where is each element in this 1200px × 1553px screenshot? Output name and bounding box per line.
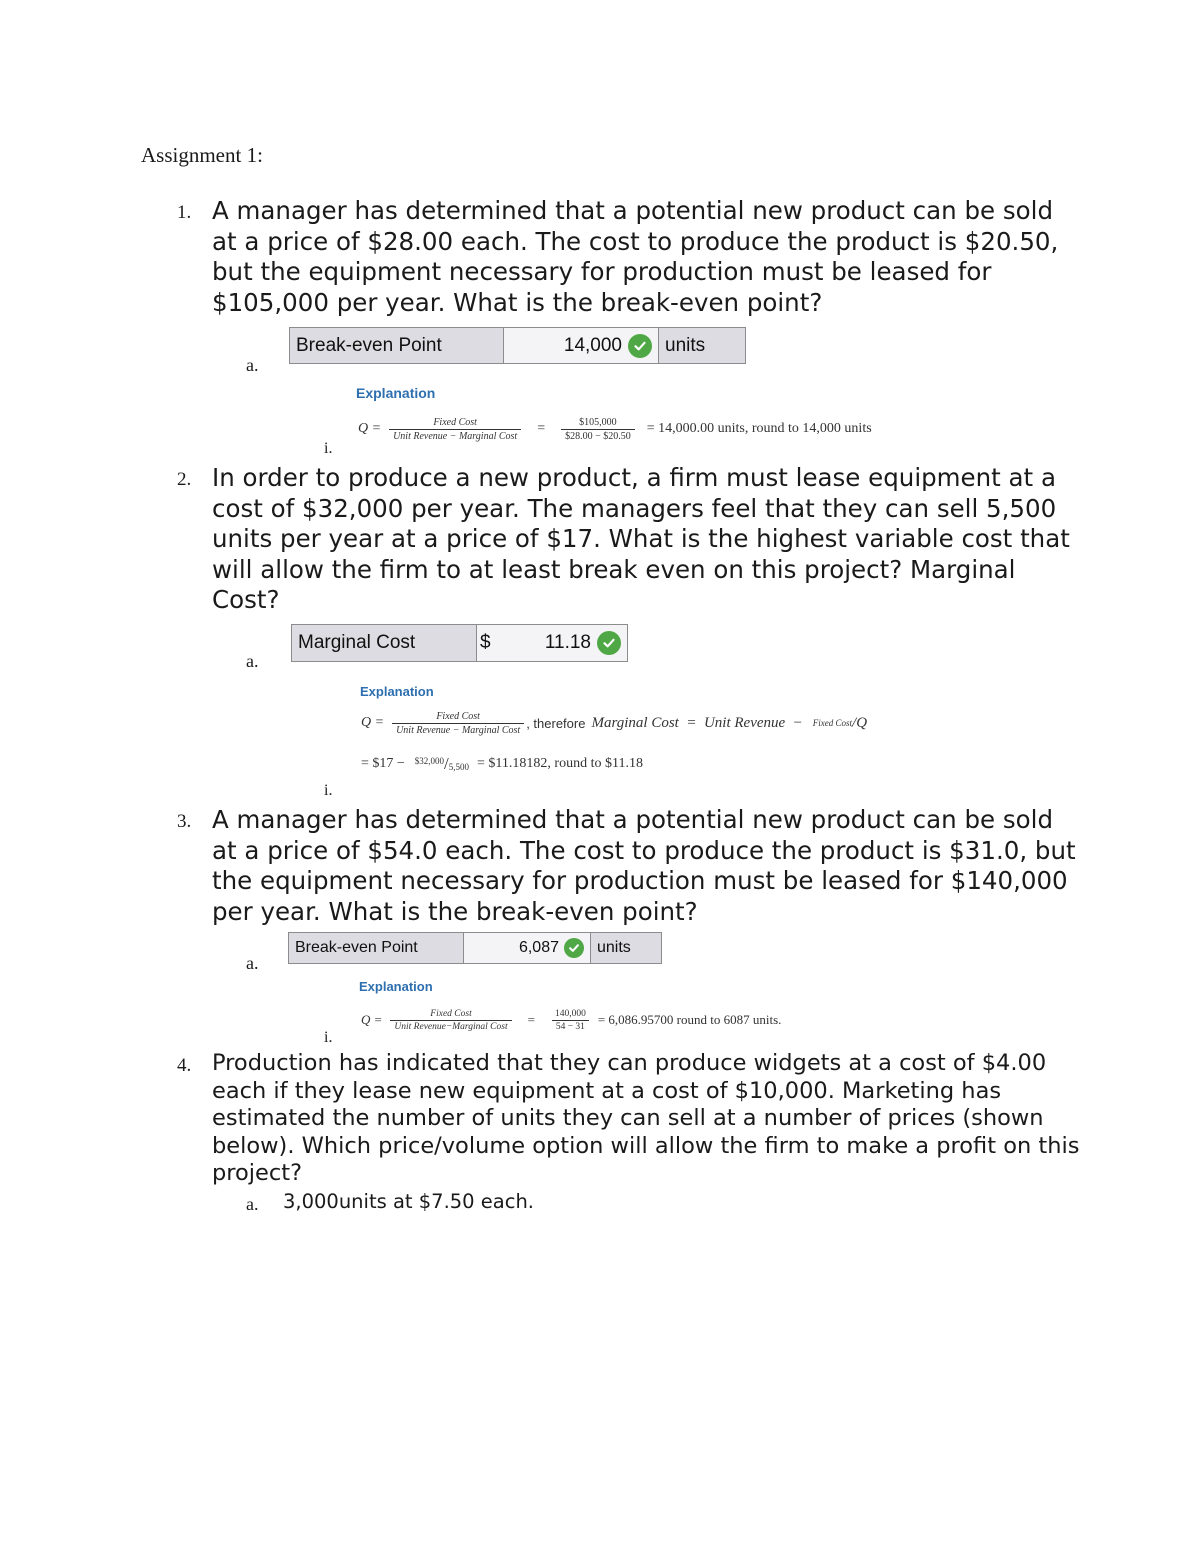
- question-number: 1.: [177, 202, 192, 223]
- explanation-heading: Explanation: [359, 979, 433, 994]
- answer-marker: a.: [246, 355, 259, 375]
- answer-marker: a.: [246, 953, 259, 973]
- question-text: A manager has determined that a potential new product can be sold at a price of $54.0 each. The cost to produce the product is $31.0, but the equipment necessary for production must be leased for $140,000 per year. What is the break-even point?: [212, 805, 1076, 926]
- check-circle-icon: [628, 334, 652, 358]
- formula-line2-slash: /: [444, 754, 449, 773]
- formula-equals: =: [527, 1012, 535, 1027]
- explanation-heading: Explanation: [360, 684, 434, 699]
- formula-fraction-values: [551, 1009, 590, 1032]
- answer-value: 14,000: [563, 334, 622, 356]
- fraction-numerator: Fixed Cost: [436, 710, 480, 722]
- formula-line2-numerator: $32,000: [414, 756, 445, 766]
- formula-result: = 14,000.00 units, round to 14,000 units: [646, 421, 872, 436]
- formula-fraction-values: [561, 417, 635, 442]
- formula-marginal-cost: Marginal Cost = Unit Revenue −: [591, 714, 803, 731]
- answer-label: Break-even Point: [289, 933, 464, 963]
- formula-line2-start: = $17 −: [361, 756, 405, 771]
- fraction-denominator: 54 − 31: [552, 1020, 589, 1032]
- document-title: Assignment 1:: [141, 143, 263, 167]
- answer-unit: units: [590, 933, 661, 963]
- question-text: A manager has determined that a potential new product can be sold at a price of $28.00 each. The cost to produce the product is $20.50, but the equipment necessary for production must be leased for $105,000 per year. What is the break-even point?: [212, 196, 1059, 317]
- formula-fraction: [389, 417, 521, 442]
- formula-line2-denominator: 5,500: [448, 762, 470, 772]
- explanation-heading: Explanation: [356, 385, 436, 401]
- formula-fraction: [390, 1009, 511, 1032]
- answer-box: [288, 932, 662, 964]
- formula-q: Q =: [361, 1012, 383, 1027]
- formula-equals: =: [537, 421, 546, 436]
- question-number: 4.: [177, 1055, 192, 1076]
- answer-unit: units: [658, 328, 745, 363]
- fraction-denominator: Unit Revenue − Marginal Cost: [389, 429, 521, 442]
- question-number: 2.: [177, 469, 192, 490]
- fraction-denominator: Unit Revenue−Marginal Cost: [390, 1020, 511, 1032]
- answer-label: Break-even Point: [290, 328, 504, 363]
- fraction-numerator: $105,000: [579, 416, 617, 428]
- fraction-numerator: Fixed Cost: [430, 1008, 472, 1019]
- fraction-numerator: Fixed Cost: [433, 416, 477, 428]
- option-marker: a.: [246, 1194, 259, 1214]
- question-text: Production has indicated that they can produce widgets at a cost of $4.00 each if they lease new equipment at a cost of $10,000. Marketing has estimated the number of units they can sell at a number of prices (shown below). Which price/volume option will allow the firm to make a profit on this project?: [212, 1050, 1080, 1186]
- answer-box: [291, 624, 628, 662]
- explanation-formula: [361, 707, 867, 739]
- answer-label: Marginal Cost: [292, 625, 477, 661]
- answer-value-cell: [464, 933, 590, 963]
- answer-box: [289, 327, 746, 364]
- formula-q: Q =: [361, 715, 385, 730]
- answer-value: 11.18: [544, 632, 591, 653]
- currency-symbol: $: [480, 632, 491, 653]
- formula-line2-result: = $11.18182, round to $11.18: [477, 756, 643, 771]
- fraction-numerator: 140,000: [554, 1008, 586, 1019]
- formula-result: = 6,086.95700 round to 6087 units.: [597, 1012, 782, 1027]
- answer-value-cell: [477, 625, 627, 661]
- answer-value-cell: [504, 328, 658, 363]
- option-text: 3,000units at $7.50 each.: [283, 1190, 535, 1213]
- question-text: In order to produce a new product, a firm must lease equipment at a cost of $32,000 per year. The managers feel that they can sell 5,500 units per year at a price of $17. What is the highest variable cost that will allow the firm to at least break even on this project? Marginal Cost?: [212, 463, 1070, 614]
- formula-fraction: [392, 711, 524, 736]
- answer-marker: a.: [246, 651, 259, 671]
- explanation-formula-line2: [361, 753, 643, 775]
- formula-therefore: , therefore: [526, 715, 586, 731]
- explanation-marker: i.: [324, 440, 333, 457]
- explanation-formula: [361, 1004, 781, 1036]
- explanation-marker: i.: [324, 782, 333, 799]
- check-circle-icon: [597, 631, 621, 655]
- formula-fixed-cost: Fixed Cost: [812, 718, 853, 728]
- check-circle-icon: [564, 938, 584, 958]
- fraction-denominator: $28.00 − $20.50: [561, 429, 635, 442]
- explanation-marker: i.: [324, 1029, 333, 1046]
- formula-over-q: /Q: [852, 714, 868, 731]
- explanation-formula: [358, 413, 872, 445]
- fraction-denominator: Unit Revenue − Marginal Cost: [392, 723, 524, 736]
- answer-value: 6,087: [518, 939, 559, 956]
- question-number: 3.: [177, 811, 192, 832]
- formula-q: Q =: [358, 421, 382, 436]
